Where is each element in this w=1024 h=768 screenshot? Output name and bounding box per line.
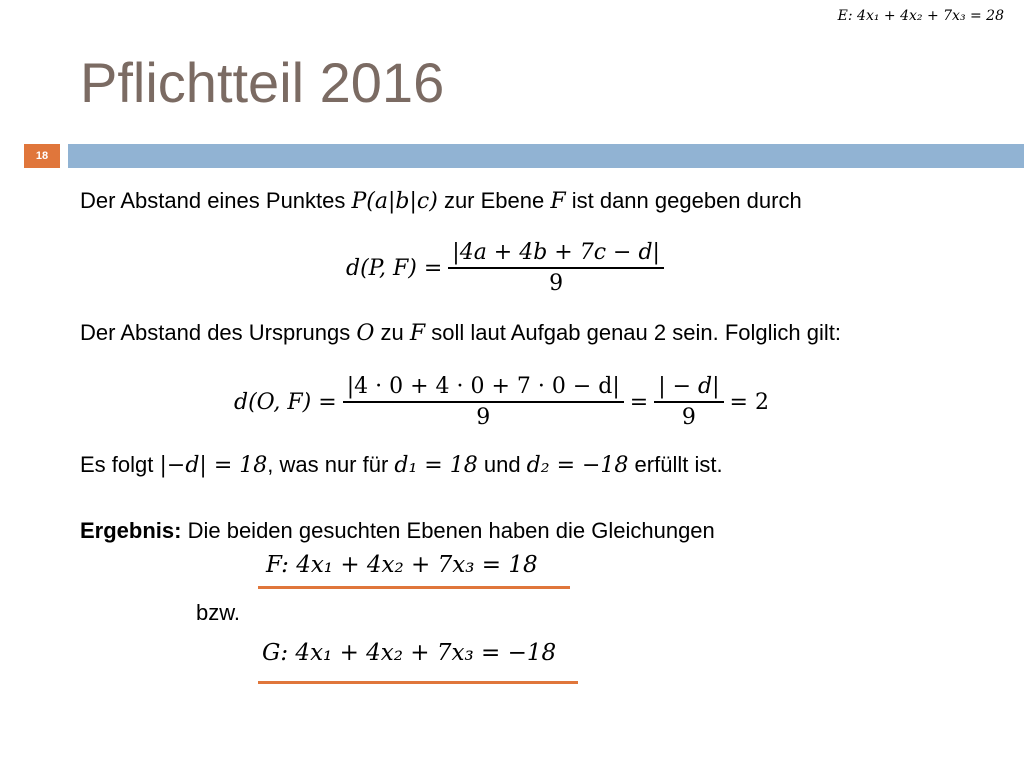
formula-lhs: d(O, F) = bbox=[234, 389, 337, 415]
text-segment: und bbox=[477, 452, 527, 477]
fraction-numerator: |4 · 0 + 4 · 0 + 7 · 0 − d| bbox=[346, 374, 620, 399]
equation-plane-f: F: 4x₁ + 4x₂ + 7x₃ = 18 bbox=[266, 552, 538, 578]
fraction-denominator: 9 bbox=[476, 405, 491, 430]
slide-title: Pflichtteil 2016 bbox=[80, 51, 445, 114]
text-segment: Der Abstand eines Punktes bbox=[80, 188, 352, 213]
text-segment: zu bbox=[374, 320, 410, 345]
text-segment: Die beiden gesuchten Ebenen haben die Gleichungen bbox=[181, 518, 715, 543]
fraction bbox=[654, 374, 723, 430]
text-segment: Es folgt bbox=[80, 452, 160, 477]
formula-equals: = bbox=[629, 389, 649, 415]
text-segment: ist dann gegeben durch bbox=[565, 188, 802, 213]
text-bzw: bzw. bbox=[196, 600, 241, 625]
math-plane: F bbox=[550, 189, 566, 214]
math-abs-d: |−d| = 18 bbox=[159, 453, 268, 478]
underline-g bbox=[258, 681, 578, 684]
result-label: Ergebnis: bbox=[80, 518, 182, 543]
text-line-result bbox=[80, 518, 715, 544]
math-point: P(a|b|c) bbox=[351, 189, 438, 214]
underline-f bbox=[258, 586, 570, 589]
text-segment: soll laut Aufgab genau 2 sein. Folglich gilt: bbox=[425, 320, 841, 345]
text-line-origin-distance bbox=[80, 320, 841, 346]
math-d2: d₂ = −18 bbox=[526, 453, 629, 478]
text-segment: erfüllt ist. bbox=[628, 452, 723, 477]
text-segment: , was nur für bbox=[267, 452, 395, 477]
fraction bbox=[448, 240, 664, 296]
formula-distance-general bbox=[346, 240, 670, 296]
text-segment: zur Ebene bbox=[437, 188, 551, 213]
text-line-distance-point bbox=[80, 188, 802, 214]
header-bar bbox=[68, 144, 1024, 168]
math-origin: O bbox=[356, 321, 375, 346]
fraction bbox=[343, 374, 624, 430]
fraction-numerator: |4a + 4b + 7c − d| bbox=[452, 240, 660, 265]
text-line-conclusion bbox=[80, 452, 723, 478]
math-d1: d₁ = 18 bbox=[394, 453, 478, 478]
fraction-denominator: 9 bbox=[549, 271, 564, 296]
fraction-numerator: | − d| bbox=[658, 374, 720, 399]
math-plane: F bbox=[409, 321, 426, 346]
formula-result: = 2 bbox=[729, 389, 769, 415]
text-segment: Der Abstand des Ursprungs bbox=[80, 320, 357, 345]
fraction-denominator: 9 bbox=[681, 405, 696, 430]
formula-lhs: d(P, F) = bbox=[346, 255, 443, 281]
corner-equation: E: 4x₁ + 4x₂ + 7x₃ = 28 bbox=[837, 8, 1004, 24]
equation-plane-g: G: 4x₁ + 4x₂ + 7x₃ = −18 bbox=[262, 640, 557, 666]
slide-number-badge: 18 bbox=[24, 144, 60, 168]
formula-distance-origin bbox=[234, 374, 769, 430]
